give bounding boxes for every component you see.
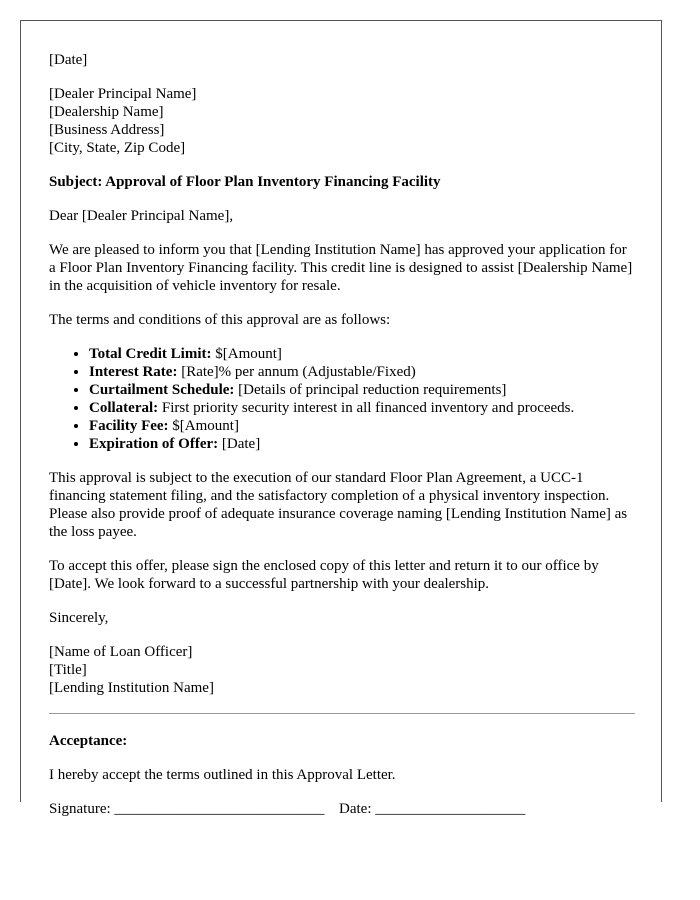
term-label: Expiration of Offer:	[89, 436, 219, 452]
signatory-institution: [Lending Institution Name]	[49, 680, 214, 696]
letter-page	[20, 20, 662, 817]
terms-intro: The terms and conditions of this approval are as follows:	[49, 312, 391, 328]
term-value: [Details of principal reduction requirements]	[234, 382, 507, 398]
recipient-principal-name: [Dealer Principal Name]	[49, 86, 197, 102]
term-value: First priority security interest in all financed inventory and proceeds.	[158, 400, 575, 416]
term-value: $[Amount]	[168, 418, 239, 434]
recipient-address-block	[49, 85, 635, 157]
term-item-credit-limit	[89, 345, 635, 363]
letter-content	[49, 51, 635, 818]
signature-field[interactable]: Signature: ____________________________	[49, 801, 325, 817]
term-item-expiration	[89, 435, 635, 453]
term-label: Curtailment Schedule:	[89, 382, 235, 398]
letter-date: [Date]	[49, 52, 88, 68]
term-label: Interest Rate:	[89, 364, 178, 380]
term-value: [Date]	[218, 436, 261, 452]
signatory-block	[49, 643, 635, 697]
term-value: $[Amount]	[211, 346, 282, 362]
term-value: [Rate]% per annum (Adjustable/Fixed)	[177, 364, 416, 380]
term-item-facility-fee	[89, 417, 635, 435]
recipient-city-state-zip: [City, State, Zip Code]	[49, 140, 186, 156]
acceptance-statement: I hereby accept the terms outlined in this Approval Letter.	[49, 767, 396, 783]
date-field[interactable]: Date: ____________________	[339, 801, 526, 817]
acceptance-heading: Acceptance:	[49, 733, 128, 749]
term-label: Collateral:	[89, 400, 159, 416]
acceptance-signature-line	[49, 800, 635, 818]
signatory-title: [Title]	[49, 662, 87, 678]
acceptance-instructions: To accept this offer, please sign the enclosed copy of this letter and return it to our office by [Date]. We look forward to a successful partnership with your dealership.	[49, 558, 599, 592]
term-label: Facility Fee:	[89, 418, 169, 434]
recipient-dealership-name: [Dealership Name]	[49, 104, 164, 120]
letter-subject: Subject: Approval of Floor Plan Inventory Financing Facility	[49, 174, 441, 190]
conditions-paragraph: This approval is subject to the execution of our standard Floor Plan Agreement, a UCC-1 financing statement filing, and the satisfactory completion of a physical inventory inspection. Please also provide proof of adequate insurance coverage naming [Lending Institution Name] as the loss payee.	[49, 470, 628, 540]
intro-paragraph: We are pleased to inform you that [Lending Institution Name] has approved your application for a Floor Plan Inventory Financing facility. This credit line is designed to assist [Dealership Name] in the acquisition of vehicle inventory for resale.	[49, 242, 633, 294]
section-divider	[49, 713, 635, 714]
term-label: Total Credit Limit:	[89, 346, 212, 362]
letter-closing: Sincerely,	[49, 610, 109, 626]
signatory-officer-name: [Name of Loan Officer]	[49, 644, 193, 660]
letter-salutation: Dear [Dealer Principal Name],	[49, 208, 234, 224]
term-item-curtailment	[89, 381, 635, 399]
term-item-collateral	[89, 399, 635, 417]
term-item-interest-rate	[89, 363, 635, 381]
recipient-business-address: [Business Address]	[49, 122, 165, 138]
terms-list	[49, 345, 635, 453]
